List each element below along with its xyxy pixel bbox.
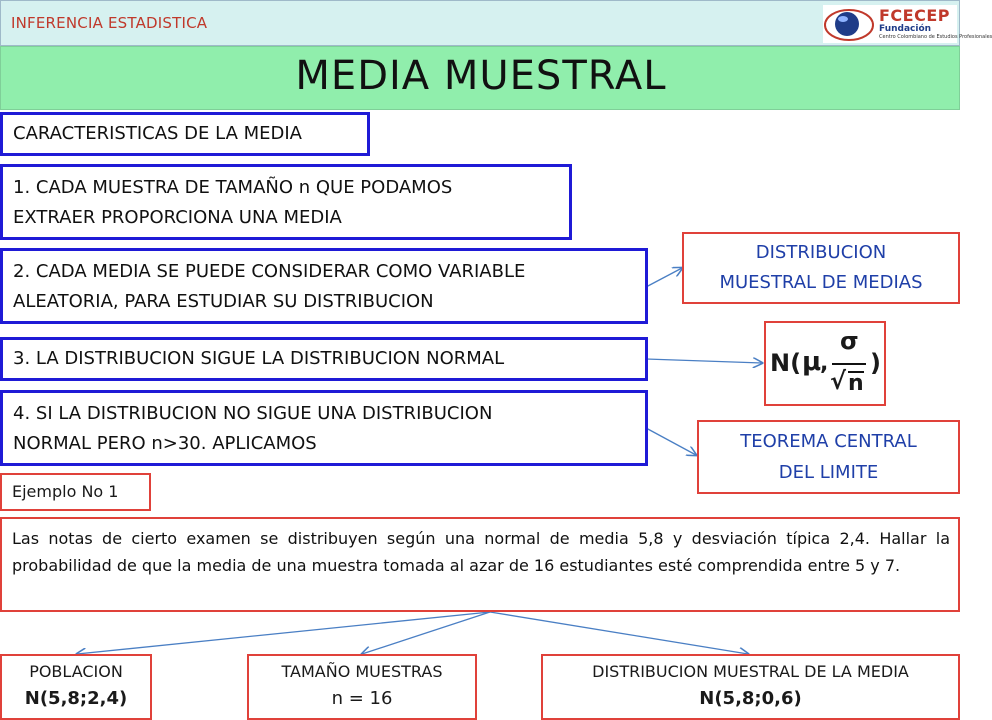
- sample-size-box: [247, 654, 477, 720]
- theorem-line2: DEL LIMITE: [778, 462, 879, 483]
- example-label-text: Ejemplo No 1: [12, 482, 119, 501]
- theorem-line1: TEOREMA CENTRAL: [740, 431, 917, 452]
- population-value: N(5,8;2,4): [24, 688, 128, 709]
- characteristics-heading: [0, 112, 370, 156]
- sampling-dist-value: N(5,8;0,6): [699, 688, 802, 709]
- example-label: [0, 473, 151, 511]
- course-name: INFERENCIA ESTADISTICA: [11, 14, 208, 32]
- item-1: [0, 164, 572, 240]
- formula-prefix: N(: [770, 349, 802, 377]
- population-box: [0, 654, 152, 720]
- arrow-to-sampling-dist: [490, 612, 748, 654]
- item-1-line2: EXTRAER PROPORCIONA UNA MEDIA: [13, 207, 342, 228]
- formula-denominator: n: [848, 371, 864, 396]
- population-label: POBLACION: [29, 662, 123, 681]
- example-problem: [0, 517, 960, 612]
- item-2-line1: 2. CADA MEDIA SE PUEDE CONSIDERAR COMO VARIABLE: [13, 261, 526, 282]
- sampling-dist-label: DISTRIBUCION MUESTRAL DE LA MEDIA: [592, 662, 909, 681]
- distribution-line2: MUESTRAL DE MEDIAS: [719, 272, 923, 293]
- arrow-to-formula: [646, 359, 762, 363]
- item-2-line2: ALEATORIA, PARA ESTUDIAR SU DISTRIBUCION: [13, 291, 434, 312]
- logo-subtitle: Fundación: [879, 24, 932, 34]
- formula-mu: μ: [802, 347, 822, 377]
- formula-comma: ,: [820, 351, 829, 376]
- theorem-box: [697, 420, 960, 494]
- item-4-line2: NORMAL PERO n>30. APLICAMOS: [13, 433, 317, 454]
- sample-size-label: TAMAÑO MUESTRAS: [281, 662, 443, 681]
- item-4: [0, 390, 648, 466]
- item-3-line1: 3. LA DISTRIBUCION SIGUE LA DISTRIBUCION NORMAL: [13, 348, 505, 369]
- sample-size-value: n = 16: [331, 688, 393, 709]
- distribution-box: [682, 232, 960, 304]
- logo-tagline: Centro Colombiano de Estudios Profesionales: [879, 34, 992, 40]
- item-2: [0, 248, 648, 324]
- logo-brand: FCECEP: [879, 6, 950, 25]
- example-problem-text: Las notas de cierto examen se distribuyen según una normal de media 5,8 y desviación típica 2,4. Hallar la probabilidad de que la media de una muestra tomada al azar de 16 estudiantes esté comprendida entre 5 y 7.: [12, 529, 950, 575]
- sampling-dist-box: [541, 654, 960, 720]
- item-4-line1: 4. SI LA DISTRIBUCION NO SIGUE UNA DISTRIBUCION: [13, 403, 493, 424]
- arrow-to-distribution: [646, 268, 682, 287]
- characteristics-heading-text: CARACTERISTICAS DE LA MEDIA: [13, 123, 302, 144]
- formula-box: [764, 321, 886, 406]
- page-title: MEDIA MUESTRAL: [295, 53, 667, 99]
- item-3: [0, 337, 648, 381]
- fraction-bar: [832, 363, 866, 365]
- arrow-to-theorem: [646, 428, 696, 455]
- sqrt-icon: √: [830, 367, 847, 395]
- distribution-line1: DISTRIBUCION: [755, 242, 887, 263]
- item-1-line1: 1. CADA MUESTRA DE TAMAÑO n QUE PODAMOS: [13, 177, 453, 198]
- formula-suffix: ): [870, 349, 881, 377]
- formula-numerator: σ: [840, 327, 859, 355]
